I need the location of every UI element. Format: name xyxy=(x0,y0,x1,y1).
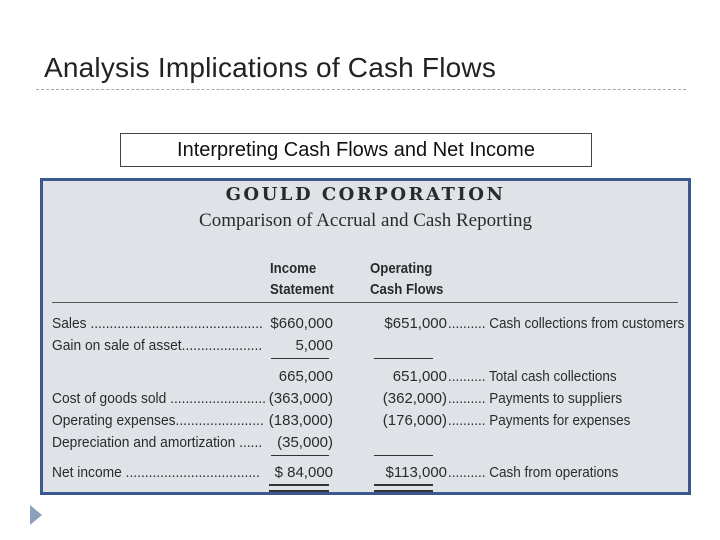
comparison-table-panel xyxy=(40,178,691,495)
subtotal-underline xyxy=(271,358,329,359)
slide-title: Analysis Implications of Cash Flows xyxy=(44,52,497,83)
title-divider xyxy=(36,89,686,90)
subtotal-underline xyxy=(374,358,433,359)
double-underline xyxy=(269,484,329,492)
total-underline xyxy=(374,455,433,456)
row-note: .......... Payments for expenses xyxy=(448,412,631,429)
subtitle-box xyxy=(120,133,592,167)
cash-header-line2: Cash Flows xyxy=(370,281,444,298)
income-value: 5,000 xyxy=(295,337,333,354)
cash-value: 651,000 xyxy=(392,368,447,385)
cash-value: (362,000) xyxy=(382,390,447,407)
header-rule xyxy=(52,302,678,303)
row-note: .......... Cash from operations xyxy=(448,464,619,481)
company-name: GOULD CORPORATION xyxy=(225,184,506,205)
income-statement-header xyxy=(270,258,334,300)
table-heading: Comparison of Accrual and Cash Reporting xyxy=(199,210,532,231)
total-underline xyxy=(271,455,329,456)
row-note: .......... Total cash collections xyxy=(448,368,617,385)
income-value: (363,000) xyxy=(268,390,333,407)
cash-header-line1: Operating xyxy=(370,260,433,277)
row-label: Gain on sale of asset..................... xyxy=(52,337,263,354)
row-label: Net income ................................... xyxy=(52,464,260,481)
row-label: Operating expenses....................... xyxy=(52,412,264,429)
income-value: (183,000) xyxy=(268,412,333,429)
double-underline xyxy=(374,484,433,492)
income-value: $ 84,000 xyxy=(274,464,333,481)
income-header-line2: Statement xyxy=(270,281,334,298)
row-note: .......... Payments to suppliers xyxy=(448,390,623,407)
income-header-line1: Income xyxy=(270,260,317,277)
subtitle-text: Interpreting Cash Flows and Net Income xyxy=(177,139,535,161)
cash-value: (176,000) xyxy=(382,412,447,429)
income-value: 665,000 xyxy=(278,368,333,385)
cash-value: $651,000 xyxy=(384,315,447,332)
income-value: $660,000 xyxy=(270,315,333,332)
row-label: Cost of goods sold ......................... xyxy=(52,390,267,407)
row-label: Depreciation and amortization ...... xyxy=(52,434,263,451)
row-note: .......... Cash collections from customers xyxy=(448,315,685,332)
triangle-bullet-icon xyxy=(30,505,42,525)
income-value: (35,000) xyxy=(277,434,333,451)
cash-value: $113,000 xyxy=(385,464,447,481)
cash-flows-header xyxy=(370,258,443,300)
row-label: Sales ............................................. xyxy=(52,315,263,332)
